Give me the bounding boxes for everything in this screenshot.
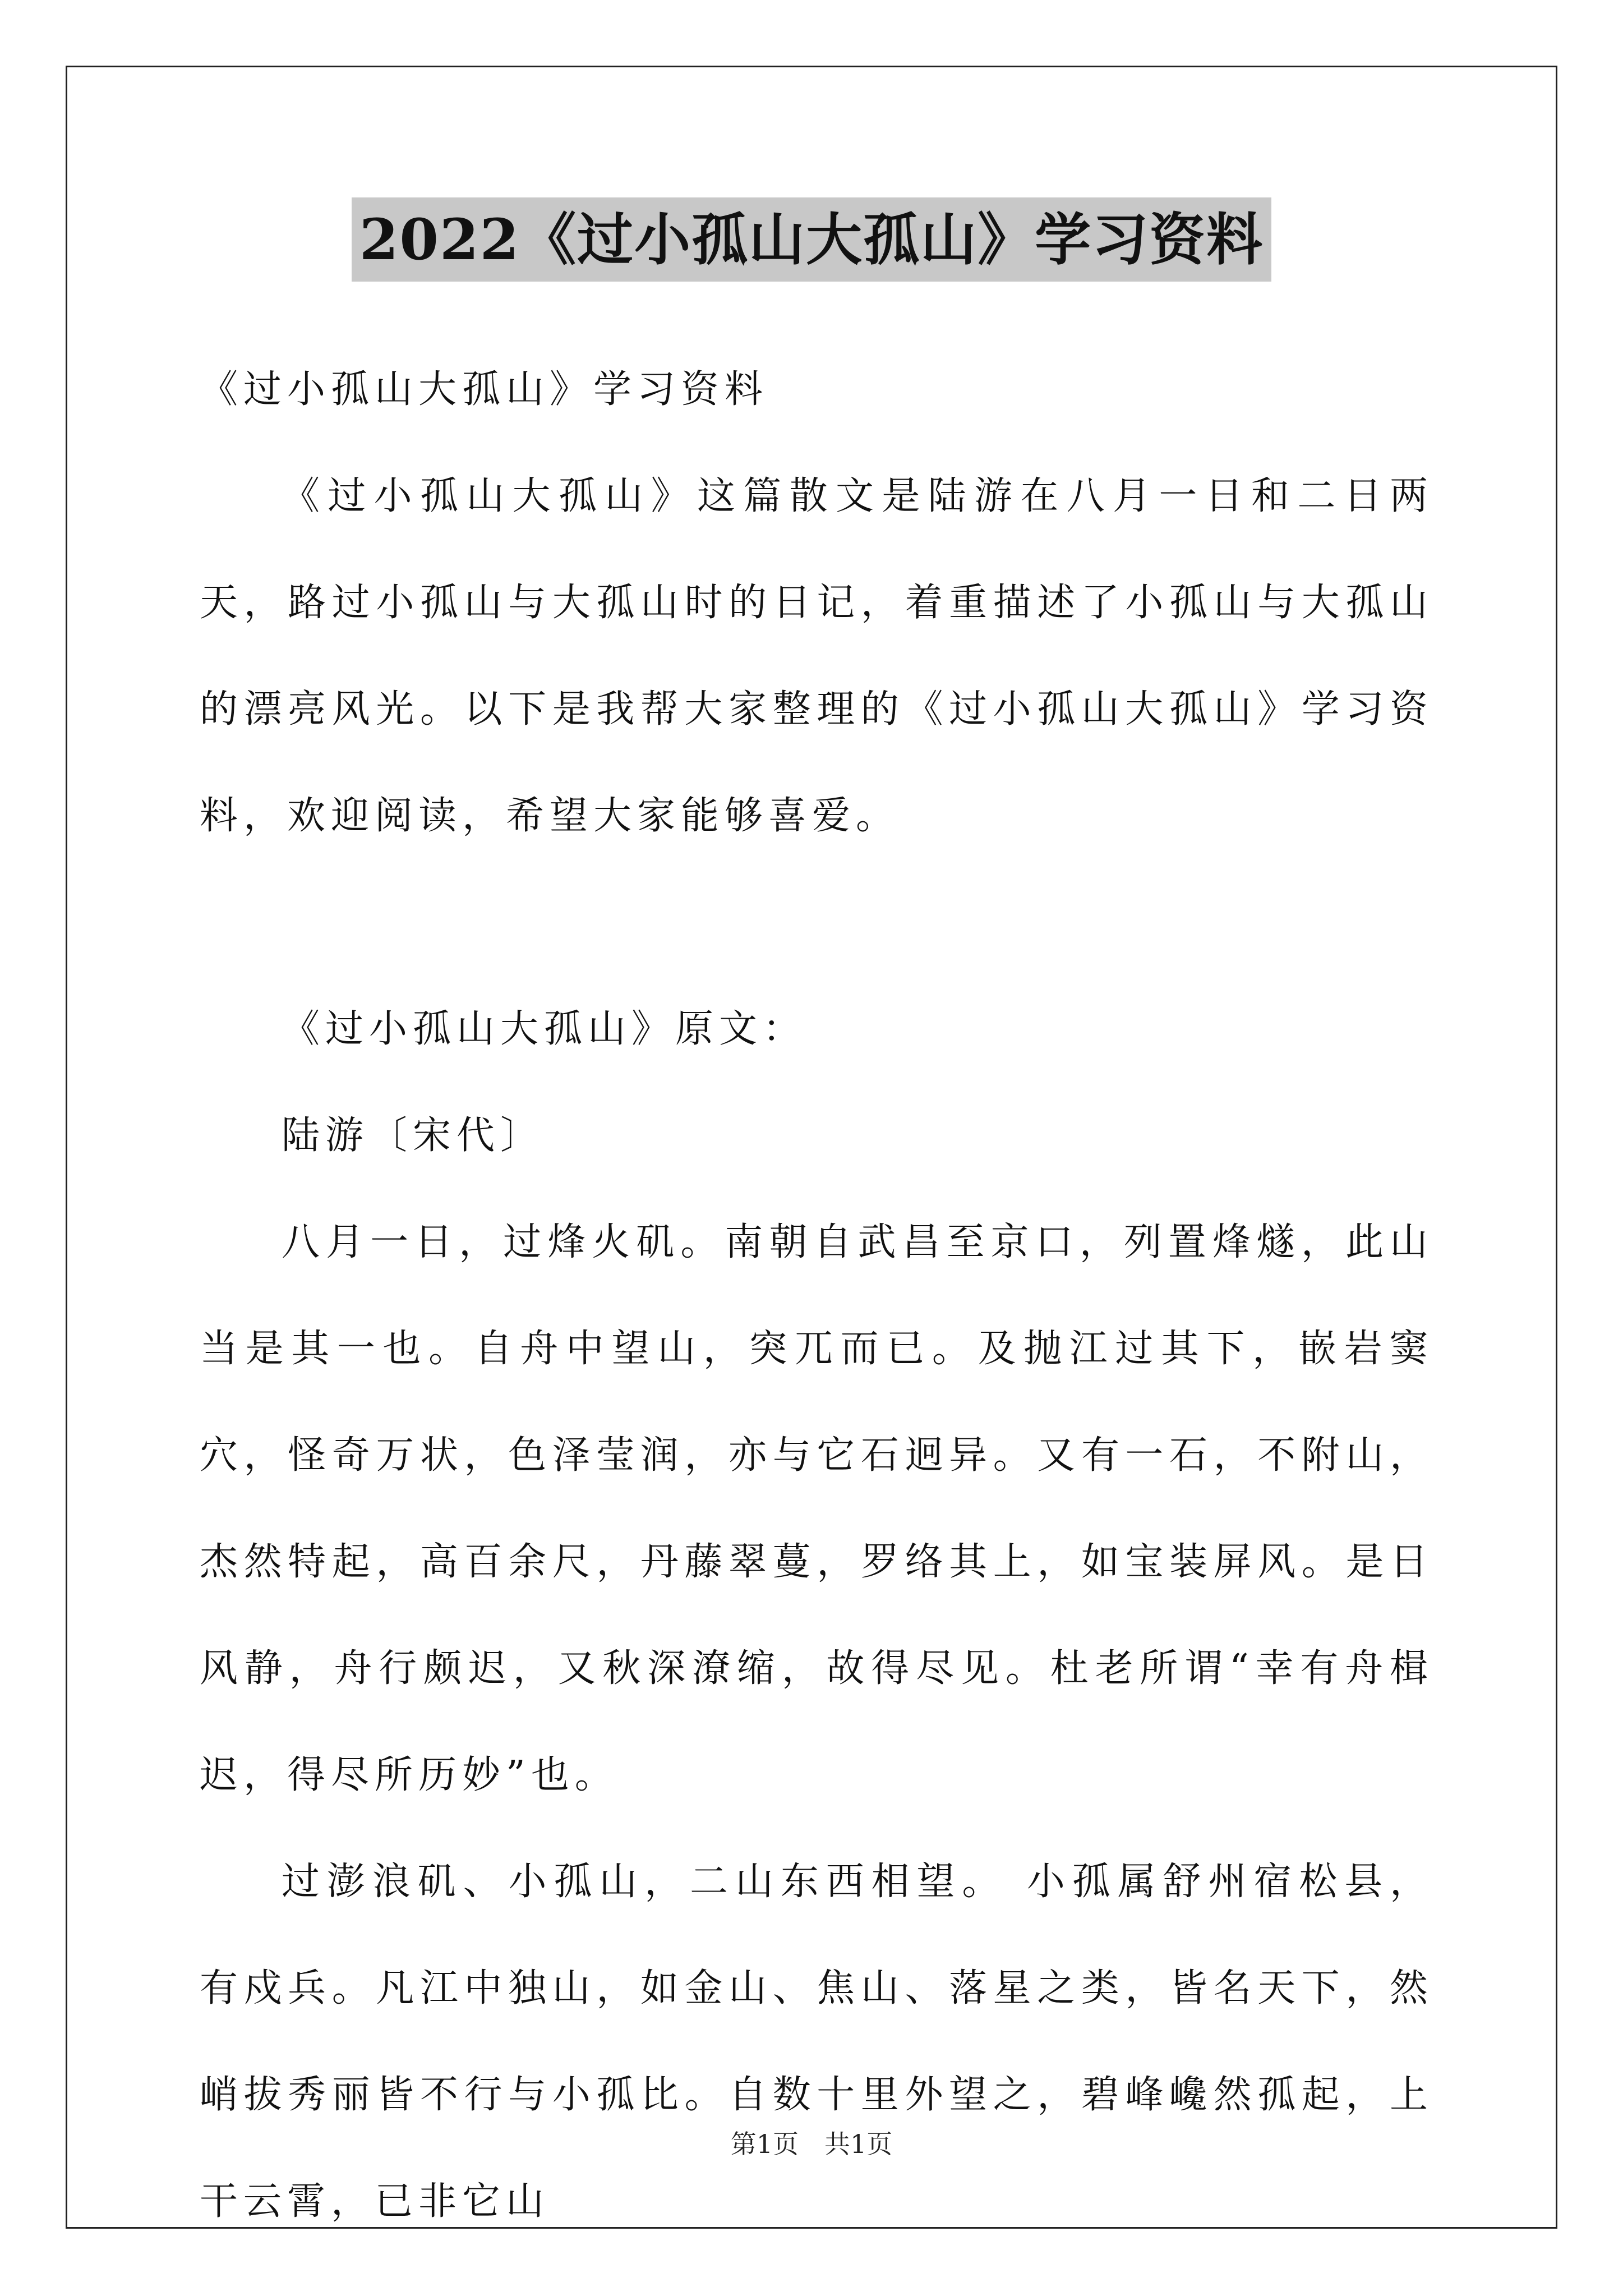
paragraph-gap — [200, 869, 1433, 976]
page-total: 共1页 — [824, 2129, 893, 2159]
original-text-heading: 《过小孤山大孤山》原文： — [282, 1007, 807, 1051]
page-footer — [0, 2127, 1623, 2161]
page-number: 第1页 — [730, 2129, 799, 2159]
subtitle-paragraph: 《过小孤山大孤山》学习资料 — [200, 367, 769, 412]
document-title: 2022《过小孤山大孤山》学习资料 — [352, 197, 1271, 282]
text-paragraph-2: 过澎浪矶、小孤山，二山东西相望。 小孤属舒州宿松县，有戍兵。凡江中独山，如金山、焦山、落星之类，皆名天下，然峭拔秀丽皆不行与小孤比。自数十里外望之，碧峰巉然孤起，上干云霄，已非它山 — [200, 1860, 1433, 2224]
intro-paragraph: 《过小孤山大孤山》这篇散文是陆游在八月一日和二日两天，路过小孤山与大孤山时的日记，着重描述了小孤山与大孤山的漂亮风光。以下是我帮大家整理的《过小孤山大孤山》学习资料，欢迎阅读，希望大家能够喜爱。 — [200, 474, 1433, 838]
author-line: 陆游〔宋代〕 — [282, 1114, 545, 1158]
text-paragraph-1: 八月一日，过烽火矶。南朝自武昌至京口，列置烽燧，此山当是其一也。自舟中望山，突兀而已。及抛江过其下，嵌岩窦穴，怪奇万状，色泽莹润，亦与它石迥异。又有一石，不附山，杰然特起，高百余尺，丹藤翠蔓，罗络其上，如宝装屏风。是日风静，舟行颇迟，又秋深潦缩，故得尽见。杜老所谓“幸有舟楫迟，得尽所历妙”也。 — [200, 1220, 1433, 1797]
title-wrap — [0, 197, 1623, 282]
document-body — [200, 337, 1433, 2255]
